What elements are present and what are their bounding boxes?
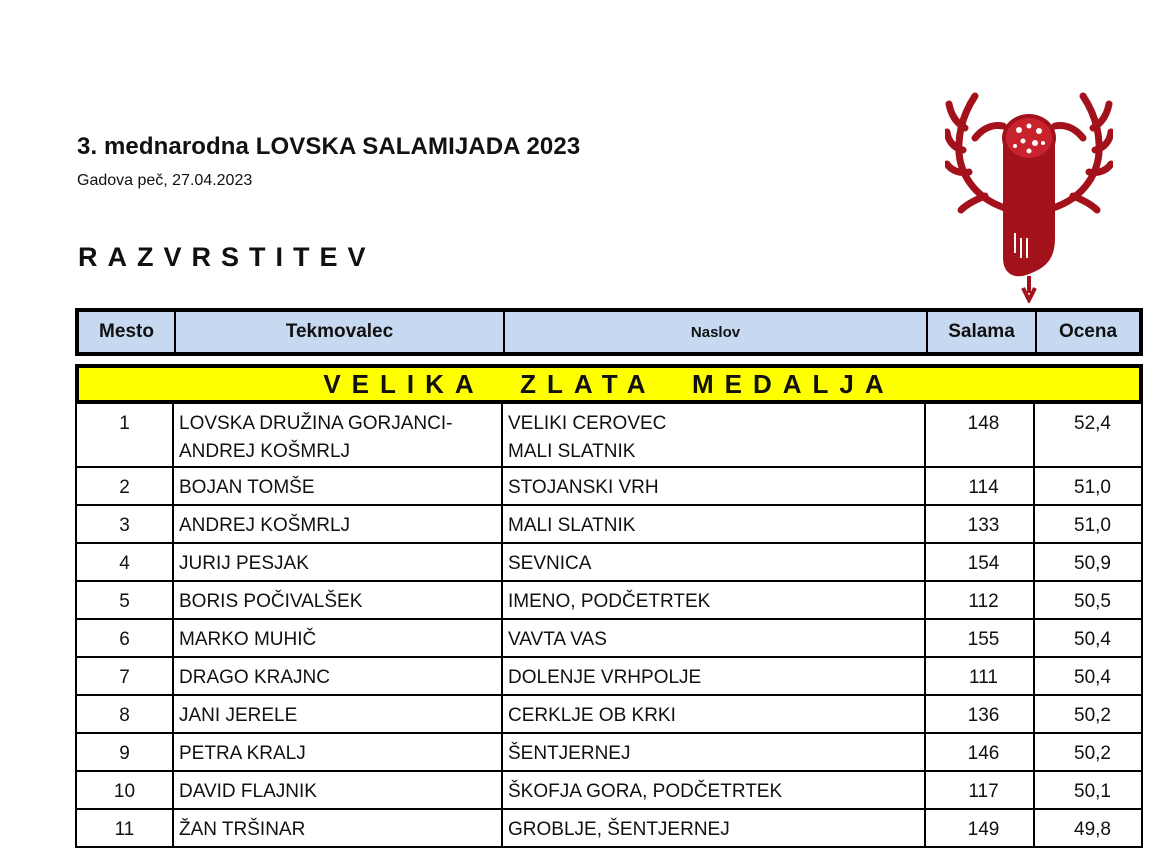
cell-naslov-line: ŠKOFJA GORA, PODČETRTEK — [508, 781, 783, 802]
cell-naslov — [503, 620, 926, 656]
cell-naslov — [503, 404, 926, 466]
cell-naslov-line: MALI SLATNIK — [508, 515, 636, 536]
cell-naslov-line: VAVTA VAS — [508, 629, 607, 650]
cell-naslov — [503, 696, 926, 732]
antler-salami-logo-icon — [945, 88, 1113, 303]
cell-tekmovalec — [174, 696, 503, 732]
cell-ocena: 52,4 — [1035, 404, 1143, 466]
cell-naslov — [503, 772, 926, 808]
table-row — [75, 506, 1143, 544]
cell-salama: 111 — [926, 658, 1035, 694]
cell-naslov-line: DOLENJE VRHPOLJE — [508, 667, 702, 688]
cell-salama: 117 — [926, 772, 1035, 808]
table-row — [75, 404, 1143, 468]
cell-ocena: 49,8 — [1035, 810, 1143, 846]
cell-tekmovalec-line: JANI JERELE — [179, 705, 298, 726]
cell-tekmovalec-line: DRAGO KRAJNC — [179, 667, 330, 688]
cell-salama: 146 — [926, 734, 1035, 770]
cell-salama: 149 — [926, 810, 1035, 846]
cell-tekmovalec-line: ANDREJ KOŠMRLJ — [179, 441, 351, 462]
table-row — [75, 468, 1143, 506]
cell-ocena: 50,4 — [1035, 658, 1143, 694]
cell-naslov-line: SEVNICA — [508, 553, 592, 574]
category-banner: VELIKA ZLATA MEDALJA — [75, 364, 1143, 404]
cell-salama: 148 — [926, 404, 1035, 466]
column-header-tekmovalec: Tekmovalec — [176, 312, 505, 352]
cell-tekmovalec — [174, 404, 503, 466]
results-table — [75, 404, 1143, 848]
cell-tekmovalec — [174, 544, 503, 580]
cell-tekmovalec — [174, 658, 503, 694]
cell-naslov-line: VELIKI CEROVEC — [508, 413, 667, 434]
cell-tekmovalec — [174, 810, 503, 846]
cell-naslov-line: MALI SLATNIK — [508, 441, 636, 462]
event-location-date: Gadova peč, 27.04.2023 — [77, 172, 253, 189]
cell-naslov-line: STOJANSKI VRH — [508, 477, 659, 498]
cell-salama: 114 — [926, 468, 1035, 504]
page-title: 3. mednarodna LOVSKA SALAMIJADA 2023 — [77, 133, 581, 160]
cell-tekmovalec — [174, 772, 503, 808]
cell-naslov — [503, 468, 926, 504]
cell-ocena: 50,5 — [1035, 582, 1143, 618]
table-row — [75, 772, 1143, 810]
cell-tekmovalec-line: PETRA KRALJ — [179, 743, 306, 764]
table-row — [75, 734, 1143, 772]
cell-tekmovalec-line: BOJAN TOMŠE — [179, 477, 315, 498]
column-header-salama: Salama — [928, 312, 1037, 352]
cell-ocena: 50,2 — [1035, 696, 1143, 732]
cell-tekmovalec — [174, 468, 503, 504]
cell-mesto: 2 — [75, 468, 174, 504]
cell-tekmovalec — [174, 582, 503, 618]
cell-naslov-line: CERKLJE OB KRKI — [508, 705, 676, 726]
cell-mesto: 9 — [75, 734, 174, 770]
cell-naslov-line: IMENO, PODČETRTEK — [508, 591, 711, 612]
cell-salama: 133 — [926, 506, 1035, 542]
column-header-ocena: Ocena — [1058, 321, 1118, 342]
cell-naslov-line: ŠENTJERNEJ — [508, 743, 631, 764]
cell-naslov — [503, 544, 926, 580]
cell-naslov — [503, 506, 926, 542]
cell-naslov — [503, 734, 926, 770]
cell-mesto: 5 — [75, 582, 174, 618]
cell-mesto: 3 — [75, 506, 174, 542]
cell-tekmovalec-line: JURIJ PESJAK — [179, 553, 309, 574]
cell-tekmovalec — [174, 620, 503, 656]
cell-naslov — [503, 658, 926, 694]
cell-ocena: 50,1 — [1035, 772, 1143, 808]
table-header — [75, 308, 1143, 356]
cell-mesto: 6 — [75, 620, 174, 656]
cell-tekmovalec — [174, 734, 503, 770]
cell-tekmovalec-line: ANDREJ KOŠMRLJ — [179, 515, 351, 536]
cell-mesto: 4 — [75, 544, 174, 580]
table-row — [75, 544, 1143, 582]
cell-ocena: 51,0 — [1035, 506, 1143, 542]
cell-mesto: 8 — [75, 696, 174, 732]
column-header-mesto: Mesto — [79, 312, 176, 352]
cell-salama: 155 — [926, 620, 1035, 656]
table-row — [75, 658, 1143, 696]
cell-tekmovalec-line: ŽAN TRŠINAR — [179, 819, 306, 840]
cell-ocena: 50,2 — [1035, 734, 1143, 770]
table-row — [75, 696, 1143, 734]
cell-mesto: 7 — [75, 658, 174, 694]
cell-tekmovalec — [174, 506, 503, 542]
cell-mesto: 11 — [75, 810, 174, 846]
ranking-heading: RAZVRSTITEV — [78, 242, 376, 272]
table-row — [75, 582, 1143, 620]
cell-salama: 112 — [926, 582, 1035, 618]
cell-ocena: 50,4 — [1035, 620, 1143, 656]
cell-naslov-line: GROBLJE, ŠENTJERNEJ — [508, 819, 730, 840]
cell-salama: 154 — [926, 544, 1035, 580]
column-header-naslov: Naslov — [505, 312, 928, 352]
cell-naslov — [503, 582, 926, 618]
cell-tekmovalec-line: BORIS POČIVALŠEK — [179, 591, 363, 612]
cell-tekmovalec-line: DAVID FLAJNIK — [179, 781, 317, 802]
cell-naslov — [503, 810, 926, 846]
cell-tekmovalec-line: LOVSKA DRUŽINA GORJANCI- — [179, 413, 453, 434]
cell-salama: 136 — [926, 696, 1035, 732]
cell-mesto: 10 — [75, 772, 174, 808]
cell-tekmovalec-line: MARKO MUHIČ — [179, 629, 317, 650]
table-row — [75, 620, 1143, 658]
cell-ocena: 50,9 — [1035, 544, 1143, 580]
cell-ocena: 51,0 — [1035, 468, 1143, 504]
table-row — [75, 810, 1143, 848]
cell-mesto: 1 — [75, 404, 174, 466]
